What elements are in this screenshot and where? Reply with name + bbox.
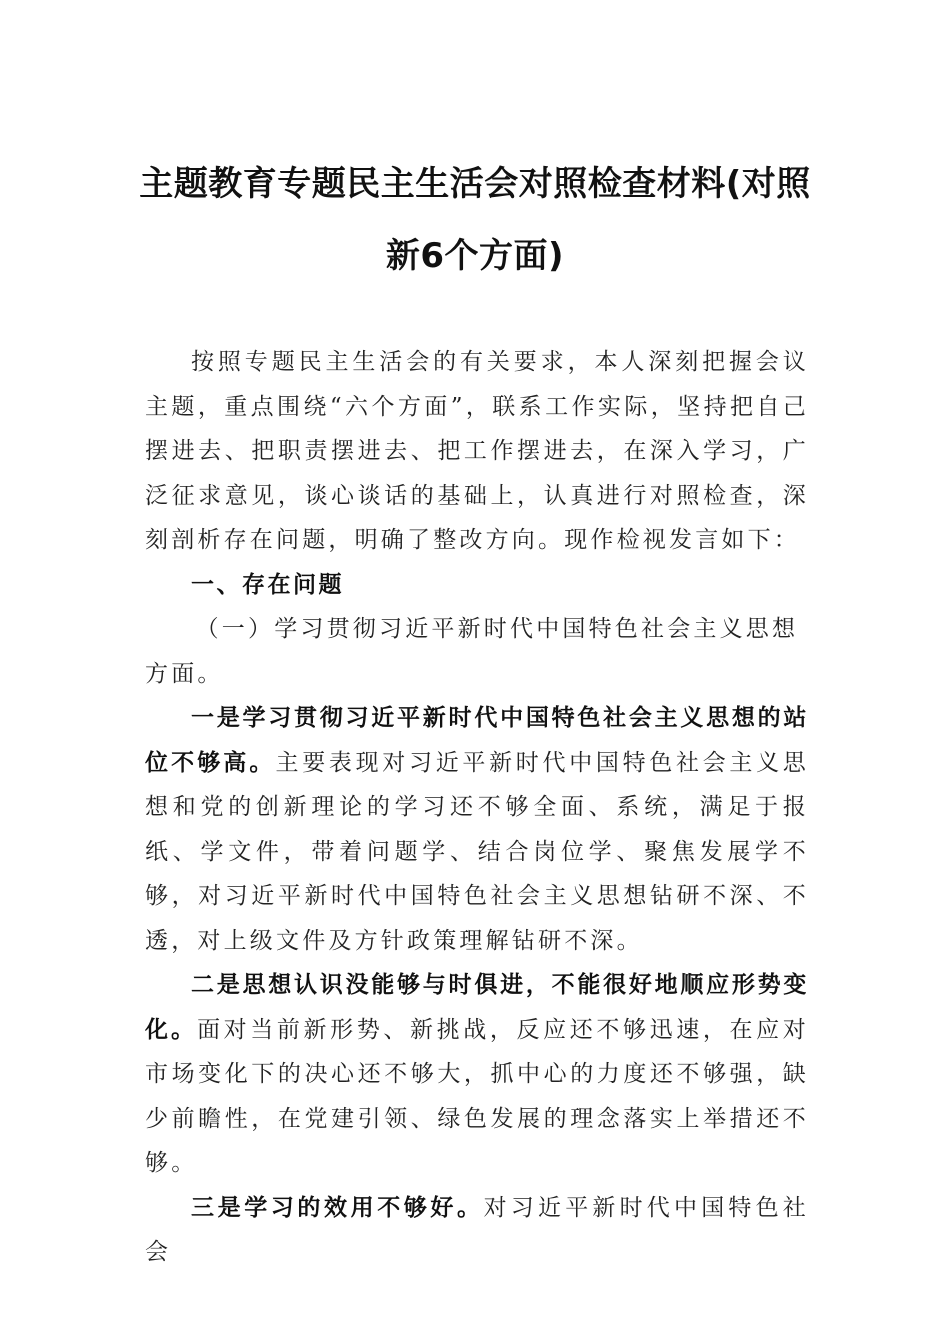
point-text: 主要表现对习近平新时代中国特色社会主义思想和党的创新理论的学习还不够全面、系统，满足于报纸、学文件，带着问题学、结合岗位学、聚焦发展学不够，对习近平新时代中国特色社会主义思想钻研不深、不透，对上级文件及方针政策理解钻研不深。 <box>145 749 809 954</box>
subsection-heading: （一）学习贯彻习近平新时代中国特色社会主义思想方面。 <box>145 616 799 687</box>
point-paragraph <box>145 1186 809 1275</box>
point-lead: 二是思想认识没能够与时俱进，不能很好地顺应形势变化。 <box>145 972 809 1043</box>
document-title: 主题教育专题民主生活会对照检查材料(对照新6个方面) <box>139 164 811 276</box>
point-text: 对习近平新时代中国特色社会 <box>145 1194 809 1265</box>
document-body <box>145 340 809 1275</box>
point-lead: 一是学习贯彻习近平新时代中国特色社会主义思想的站位不够高。 <box>145 705 809 776</box>
point-paragraph <box>145 696 809 963</box>
intro-paragraph: 按照专题民主生活会的有关要求，本人深刻把握会议主题，重点围绕“六个方面”，联系工作实际，坚持把自己摆进去、把职责摆进去、把工作摆进去，在深入学习，广泛征求意见，谈心谈话的基础上，认真进行对照检查，深刻剖析存在问题，明确了整改方向。现作检视发言如下： <box>145 349 809 553</box>
point-text: 面对当前新形势、新挑战，反应还不够迅速，在应对市场变化下的决心还不够大，抓中心的力度还不够强，缺少前瞻性，在党建引领、绿色发展的理念落实上举措还不够。 <box>145 1016 810 1176</box>
section-heading: 一、存在问题 <box>191 571 344 598</box>
point-lead: 三是学习的效用不够好。 <box>191 1194 484 1221</box>
point-paragraph <box>145 963 809 1186</box>
